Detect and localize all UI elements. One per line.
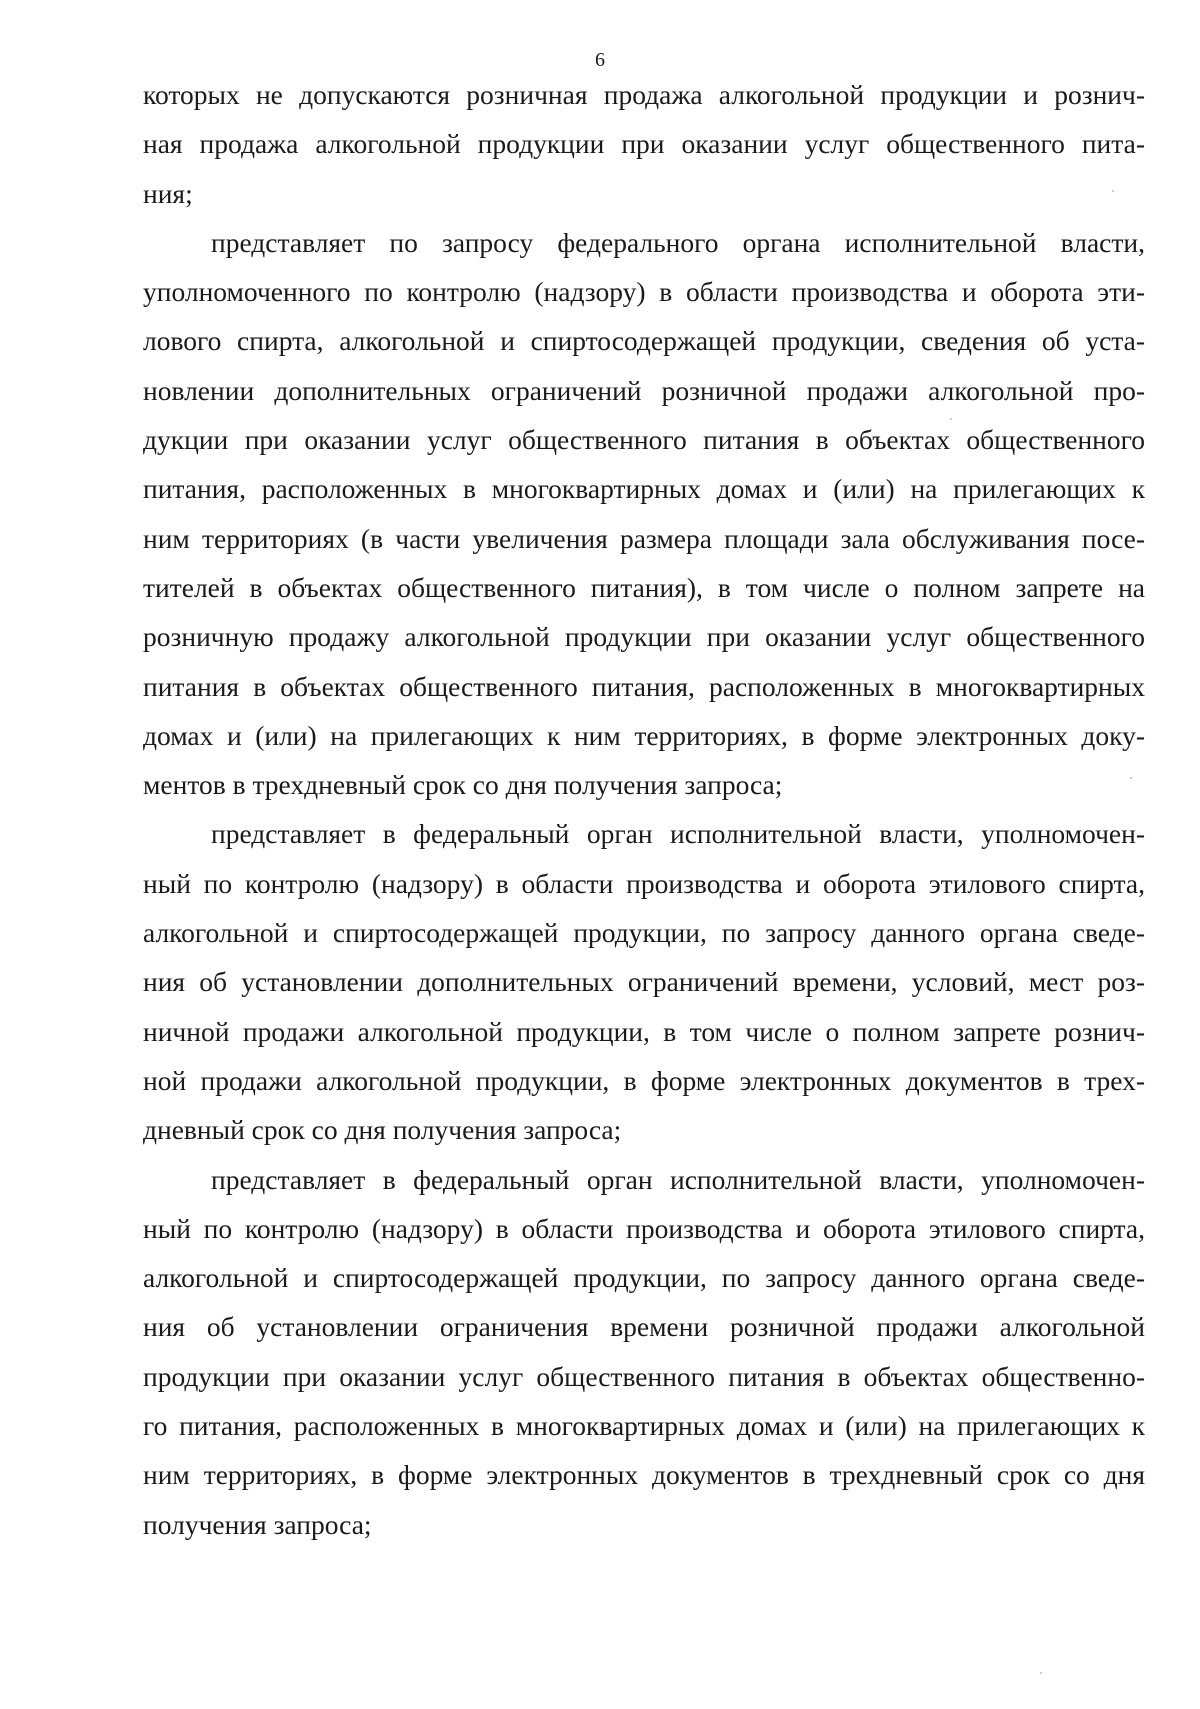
text-line: ной продажи алкогольной продукции, в форме электронных документов в трех- <box>143 1064 1145 1096</box>
scan-speck <box>1040 1672 1042 1674</box>
text-line: уполномоченного по контролю (надзору) в области производства и оборота эти- <box>143 276 1145 308</box>
scan-speck <box>950 418 952 420</box>
text-line: тителей в объектах общественного питания), в том числе о полном запрете на <box>143 571 1145 603</box>
text-line: продукции при оказании услуг общественного питания в объектах общественно- <box>143 1360 1145 1392</box>
text-line: представляет по запросу федерального органа исполнительной власти, <box>211 226 1145 258</box>
text-line: новлении дополнительных ограничений розничной продажи алкогольной про- <box>143 374 1145 406</box>
text-line: питания, расположенных в многоквартирных домах и (или) на прилегающих к <box>143 473 1145 505</box>
text-line: представляет в федеральный орган исполнительной власти, уполномочен- <box>211 1163 1145 1195</box>
text-line: ним территориях, в форме электронных документов в трехдневный срок со дня <box>143 1459 1145 1491</box>
text-line: ничной продажи алкогольной продукции, в том числе о полном запрете рознич- <box>143 1015 1145 1047</box>
text-line: ный по контролю (надзору) в области производства и оборота этилового спирта, <box>143 867 1145 899</box>
text-line: го питания, расположенных в многоквартирных домах и (или) на прилегающих к <box>143 1410 1145 1442</box>
text-line: лового спирта, алкогольной и спиртосодержащей продукции, сведения об уста- <box>143 325 1145 357</box>
text-line: ния об установлении дополнительных ограничений времени, условий, мест роз- <box>143 966 1145 998</box>
document-body <box>143 70 1145 1549</box>
text-line: ментов в трехдневный срок со дня получения запроса; <box>143 769 783 801</box>
text-line: питания в объектах общественного питания, расположенных в многоквартирных <box>143 670 1145 702</box>
paragraph <box>143 70 1145 218</box>
paragraph <box>143 1155 1145 1549</box>
scan-speck <box>1112 190 1114 192</box>
text-line: дневный срок со дня получения запроса; <box>143 1114 622 1146</box>
text-line: ния; <box>143 177 193 209</box>
text-line: ним территориях (в части увеличения размера площади зала обслуживания посе- <box>143 522 1145 554</box>
text-line: ный по контролю (надзору) в области производства и оборота этилового спирта, <box>143 1212 1145 1244</box>
text-line: дукции при оказании услуг общественного питания в объектах общественного <box>143 424 1145 456</box>
text-line: ная продажа алкогольной продукции при оказании услуг общественного пита- <box>143 128 1145 160</box>
text-line: домах и (или) на прилегающих к ним территориях, в форме электронных доку- <box>143 719 1145 751</box>
scan-speck <box>1130 777 1132 779</box>
text-line: получения запроса; <box>143 1508 372 1540</box>
page-number: 6 <box>595 49 605 71</box>
paragraph <box>143 218 1145 810</box>
text-line: розничную продажу алкогольной продукции при оказании услуг общественного <box>143 621 1145 653</box>
text-line: алкогольной и спиртосодержащей продукции, по запросу данного органа сведе- <box>143 1262 1145 1294</box>
text-line: ния об установлении ограничения времени розничной продажи алкогольной <box>143 1311 1145 1343</box>
text-line: алкогольной и спиртосодержащей продукции, по запросу данного органа сведе- <box>143 917 1145 949</box>
text-line: которых не допускаются розничная продажа алкогольной продукции и рознич- <box>143 79 1145 110</box>
text-line: представляет в федеральный орган исполнительной власти, уполномочен- <box>211 818 1145 850</box>
paragraph <box>143 809 1145 1154</box>
